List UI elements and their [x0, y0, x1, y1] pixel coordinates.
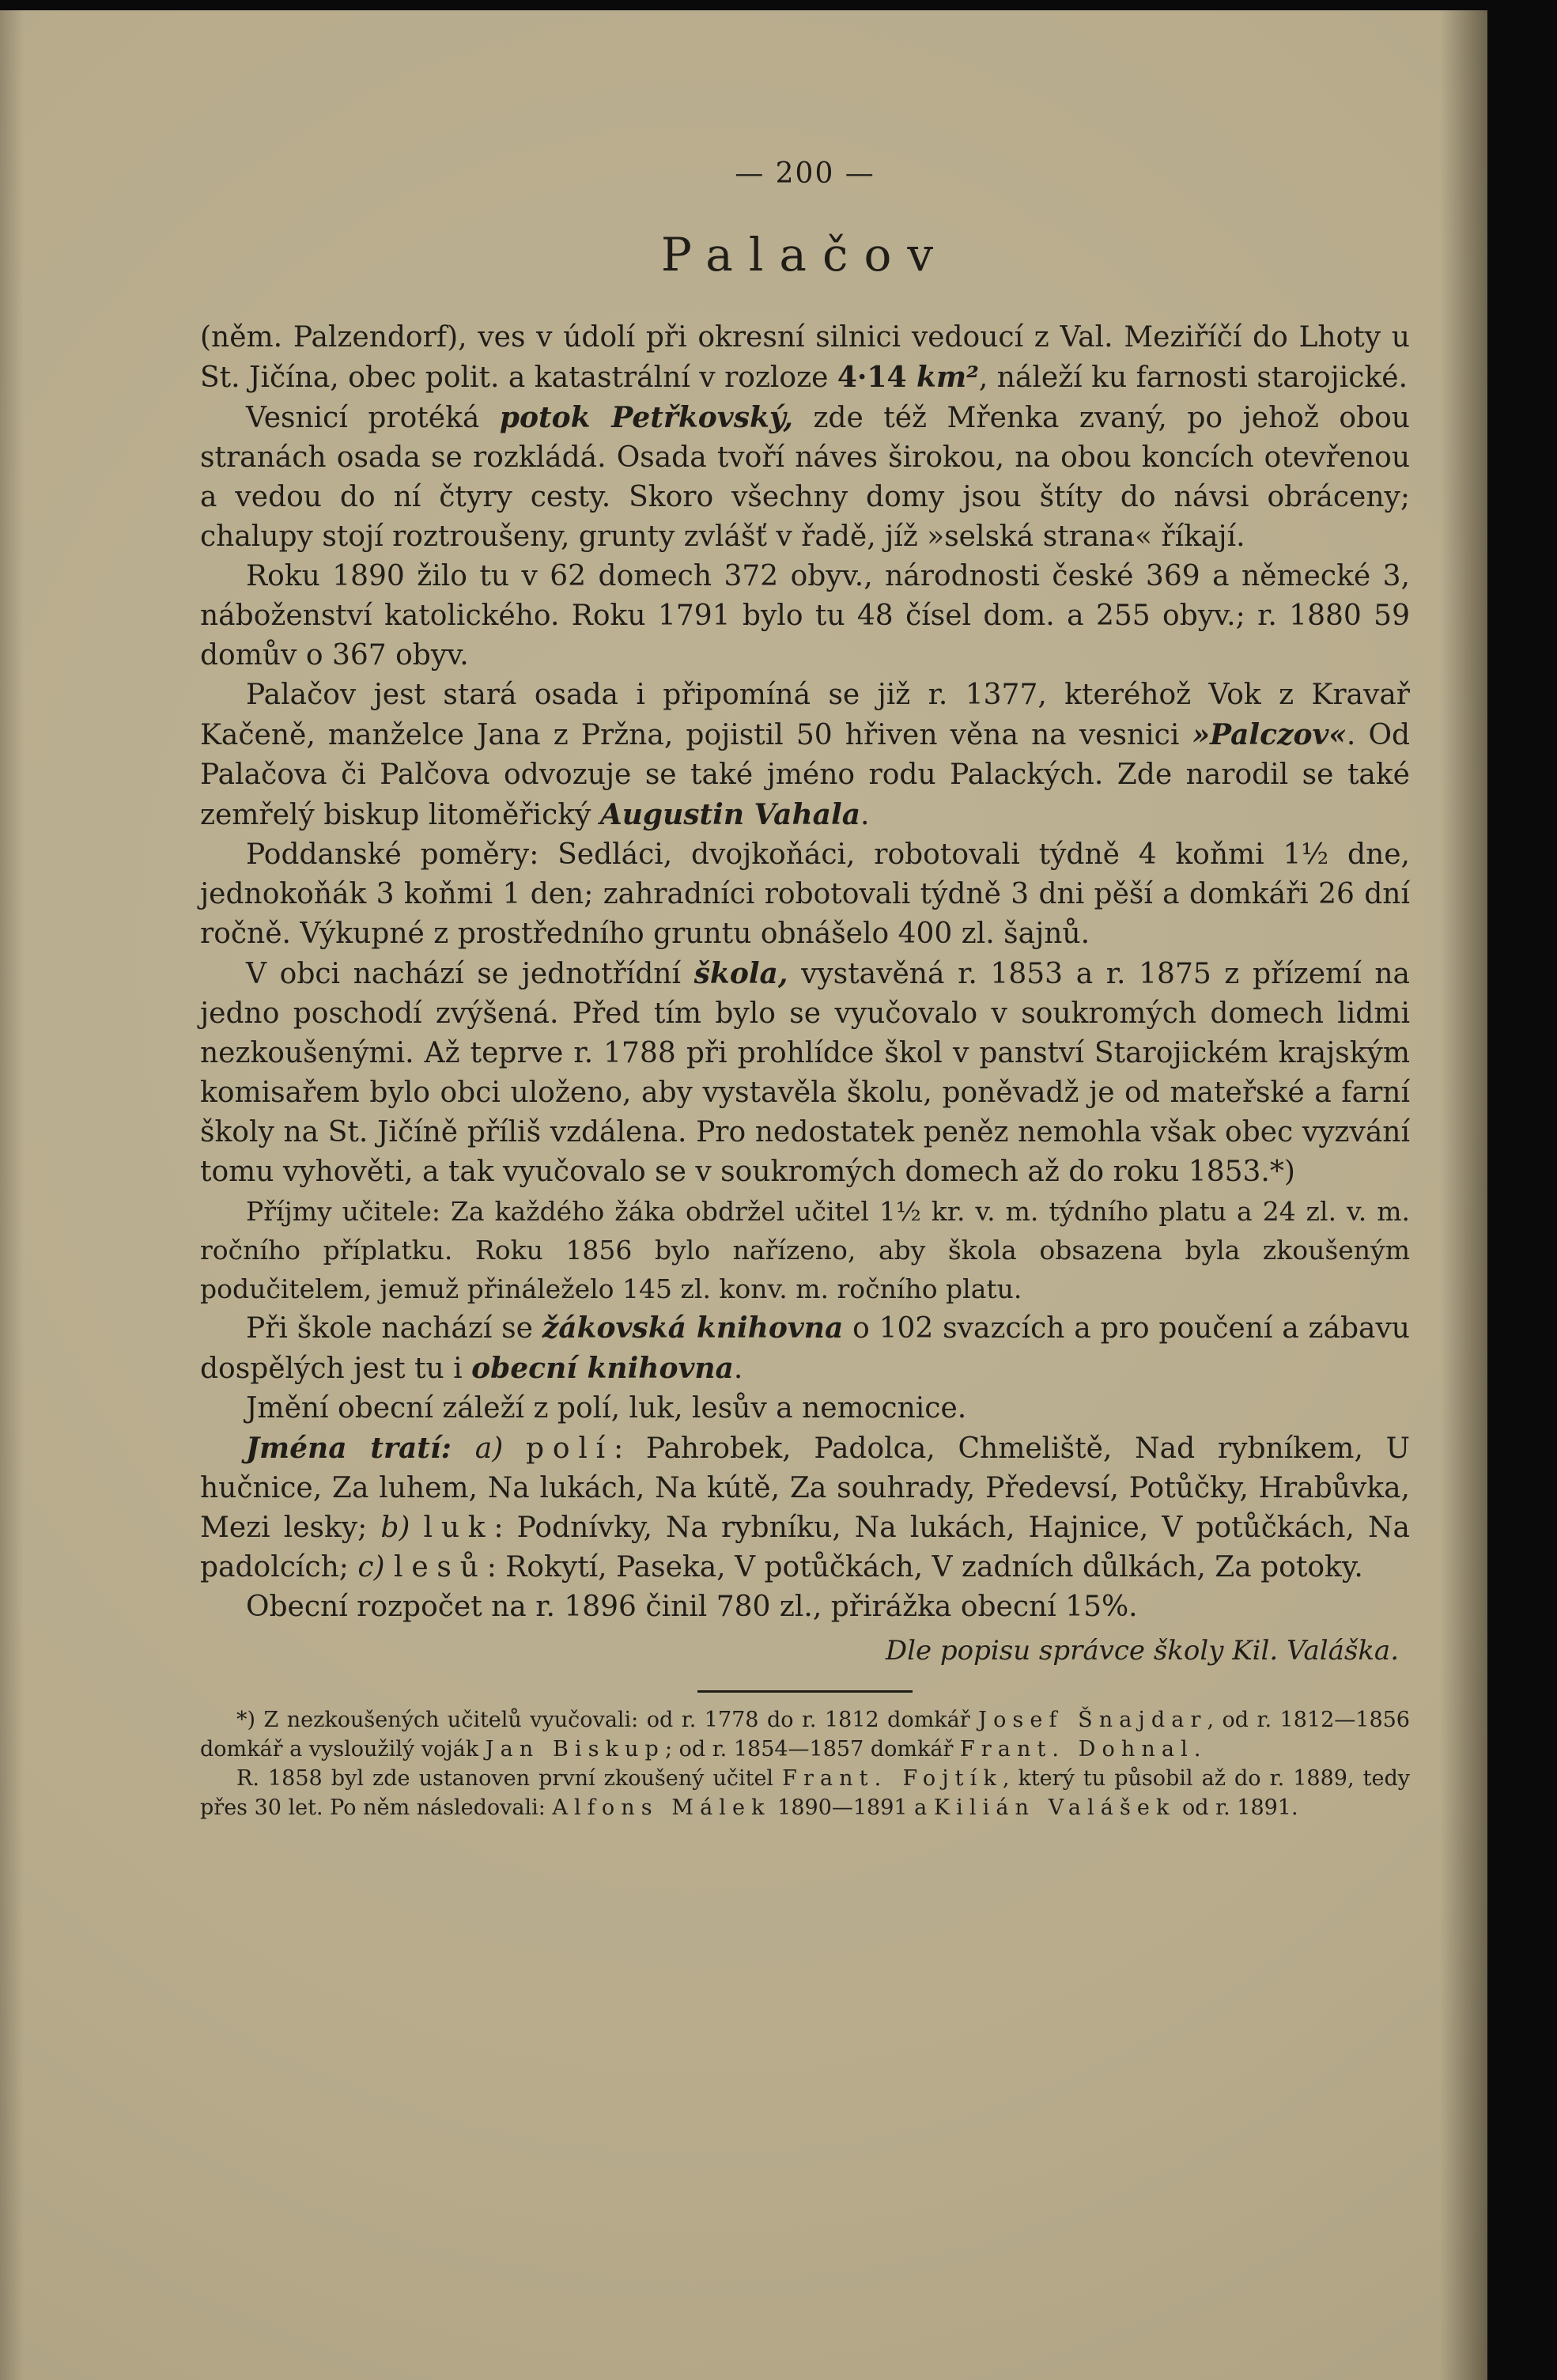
- text-run: Jmění obecní záleží z polí, luk, lesův a nemocnice.: [246, 1392, 967, 1425]
- text-run-bolditalic: km²: [916, 361, 979, 394]
- text-run-bolditalic: Augustin Vahala: [599, 798, 861, 831]
- text-run: , který tu působil až do r. 1889, tedy přes 30 let. Po něm následovali:: [200, 1766, 1410, 1820]
- text-run: (něm. Palzendorf), ves v údolí při okresní silnici vedoucí z Val. Meziříčí do Lhoty u St. Jičína, obec polit. a katastrální v rozloze: [200, 321, 1410, 394]
- page-title: Palačov: [660, 228, 950, 282]
- footnote-paragraphs: [200, 1705, 1410, 1822]
- text-run-spaced: Alfons Málek: [552, 1795, 771, 1820]
- footnote-rule: [697, 1690, 913, 1693]
- text-run: , od r. 1812—1856 domkář a vysloužilý voják: [200, 1708, 1410, 1761]
- text-run-spaced: luk: [423, 1512, 494, 1544]
- paragraph: [200, 675, 1410, 835]
- paragraph: [200, 1705, 1410, 1764]
- text-run-spaced: Kilián Valášek: [933, 1795, 1176, 1820]
- paragraph: [200, 835, 1410, 954]
- text-run: .: [1193, 1737, 1201, 1761]
- text-run: Příjmy učitele: Za každého žáka obdržel učitel 1½ kr. v. m. týdního platu a 24 zl. v. m. ročního příplatku. Roku 1856 bylo nařízeno, aby škola obsazena byla zkoušeným podučitelem, jemuž přináleželo 145 zl. konv. m. ročního platu.: [200, 1196, 1410, 1304]
- body-paragraphs: [200, 318, 1410, 1627]
- page-left-shadow: [0, 0, 24, 2380]
- text-run-spaced: Josef Šnajdar: [978, 1708, 1207, 1732]
- text-run-bolditalic: obecní knihovna: [471, 1352, 734, 1385]
- paragraph: [200, 1764, 1410, 1822]
- text-run: od r. 1891.: [1175, 1795, 1298, 1820]
- scan-edge-top: [0, 0, 1557, 10]
- scan-edge-right: [1487, 0, 1557, 2380]
- text-run-spaced: Frant. Fojtík: [782, 1766, 1003, 1791]
- text-run: V obci nachází se jednotřídní: [246, 958, 694, 990]
- text-run: vystavěná r. 1853 a r. 1875 z přízemí na jedno poschodí zvýšená. Před tím bylo se vyučovalo v soukromých domech lidmi nezkoušenými. Až teprve r. 1788 při prohlídce škol v panství Starojickém krajským komisařem bylo obci uloženo, aby vystavěla školu, poněvadž je od mateřské a farní školy na St. Jičíně příliš vzdálena. Pro nedostatek peněz nemohla však obec vyzvání tomu vyhověti, a tak vyučovalo se v soukromých domech až do roku 1853.*): [200, 958, 1410, 1188]
- text-run-bold: 4·14: [837, 361, 917, 394]
- text-run: Při škole nachází se: [246, 1312, 542, 1345]
- text-run: o 102 svazcích a pro poučení a zábavu dospělých jest tu i: [200, 1312, 1410, 1385]
- text-run-spaced: polí: [526, 1432, 614, 1465]
- text-run: . Od Palačova či Palčova odvozuje se také jméno rodu Palackých. Zde narodil se také zemřelý biskup litoměřický: [200, 719, 1410, 831]
- text-run: 1890—1891 a: [770, 1795, 934, 1820]
- text-run-bolditalic: Jména tratí:: [246, 1432, 475, 1465]
- paragraph: [200, 318, 1410, 398]
- text-run: : Podnívky, Na rybníku, Na lukách, Hajnice, V potůčkách, Na padolcích;: [200, 1512, 1411, 1584]
- paragraph: [200, 1192, 1410, 1308]
- text-run: ; od r. 1854—1857 domkář: [664, 1737, 960, 1761]
- text-run: , náleží ku farnosti starojické.: [978, 361, 1408, 394]
- text-run: R. 1858 byl zde ustanoven první zkoušený učitel: [236, 1766, 783, 1791]
- text-run-bolditalic: »Palczov«: [1192, 718, 1347, 751]
- attribution-line: Dle popisu správce školy Kil. Valáška.: [885, 1635, 1399, 1667]
- page-number: — 200 —: [735, 157, 875, 190]
- text-run: .: [860, 799, 870, 831]
- paragraph: [200, 1428, 1410, 1587]
- page-gutter-shadow: [1440, 0, 1487, 2380]
- paragraph: [200, 1308, 1410, 1389]
- text-run: Poddanské poměry: Sedláci, dvojkoňáci, robotovali týdně 4 koňmi 1½ dne, jednokoňák 3 koňmi 1 den; zahradníci robotovali týdně 3 dni pěší a domkáři 26 dní ročně. Výkupné z prostředního gruntu obnášelo 400 zl. šajnů.: [200, 838, 1410, 950]
- text-run-italic: c): [357, 1551, 394, 1584]
- text-run: Vesnicí protéká: [246, 402, 500, 434]
- text-run: Obecní rozpočet na r. 1896 činil 780 zl., přirážka obecní 15%.: [246, 1591, 1138, 1623]
- text-run-spaced: Frant. Dohnal: [959, 1737, 1194, 1761]
- text-run-bolditalic: potok Petřkovský,: [499, 401, 793, 434]
- text-run-italic: a): [474, 1432, 527, 1465]
- paragraph: [200, 1587, 1410, 1627]
- text-run-italic: b): [380, 1512, 424, 1544]
- text-run: .: [733, 1353, 743, 1385]
- paragraph: [200, 954, 1410, 1192]
- text-run-bolditalic: žákovská knihovna: [542, 1311, 844, 1345]
- text-run-bolditalic: škola,: [693, 957, 788, 990]
- text-run: Roku 1890 žilo tu v 62 domech 372 obyv., národnosti české 369 a německé 3, náboženství katolického. Roku 1791 bylo tu 48 čísel dom. a 255 obyv.; r. 1880 59 domův o 367 obyv.: [200, 560, 1410, 672]
- text-run: : Pahrobek, Padolca, Chmeliště, Nad rybníkem, U hučnice, Za luhem, Na lukách, Na kútě, Za souhrady, Předevsí, Potůčky, Hrabůvka, Mezi lesky;: [200, 1432, 1410, 1544]
- text-run-spaced: lesů: [394, 1551, 487, 1584]
- page-content: [200, 158, 1410, 1822]
- text-run: Palačov jest stará osada i připomíná se již r. 1377, kteréhož Vok z Kravař Kačeně, manželce Jana z Pržna, pojistil 50 hřiven věna na vesnici: [200, 679, 1410, 751]
- text-run: : Rokytí, Paseka, V potůčkách, V zadních důlkách, Za potoky.: [486, 1551, 1363, 1584]
- paragraph: [200, 1389, 1410, 1428]
- paragraph: [200, 557, 1410, 675]
- paragraph: [200, 398, 1410, 557]
- text-run: zde též Mřenka zvaný, po jehož obou stranách osada se rozkládá. Osada tvoří náves širokou, na obou koncích otevřenou a vedou do ní čtyry cesty. Skoro všechny domy jsou štíty do návsi obráceny; chalupy stojí roztroušeny, grunty zvlášť v řadě, jíž »selská strana« říkají.: [200, 402, 1410, 553]
- text-run: *) Z nezkoušených učitelů vyučovali: od r. 1778 do r. 1812 domkář: [236, 1708, 979, 1732]
- text-run-spaced: Jan Biskup: [485, 1737, 665, 1761]
